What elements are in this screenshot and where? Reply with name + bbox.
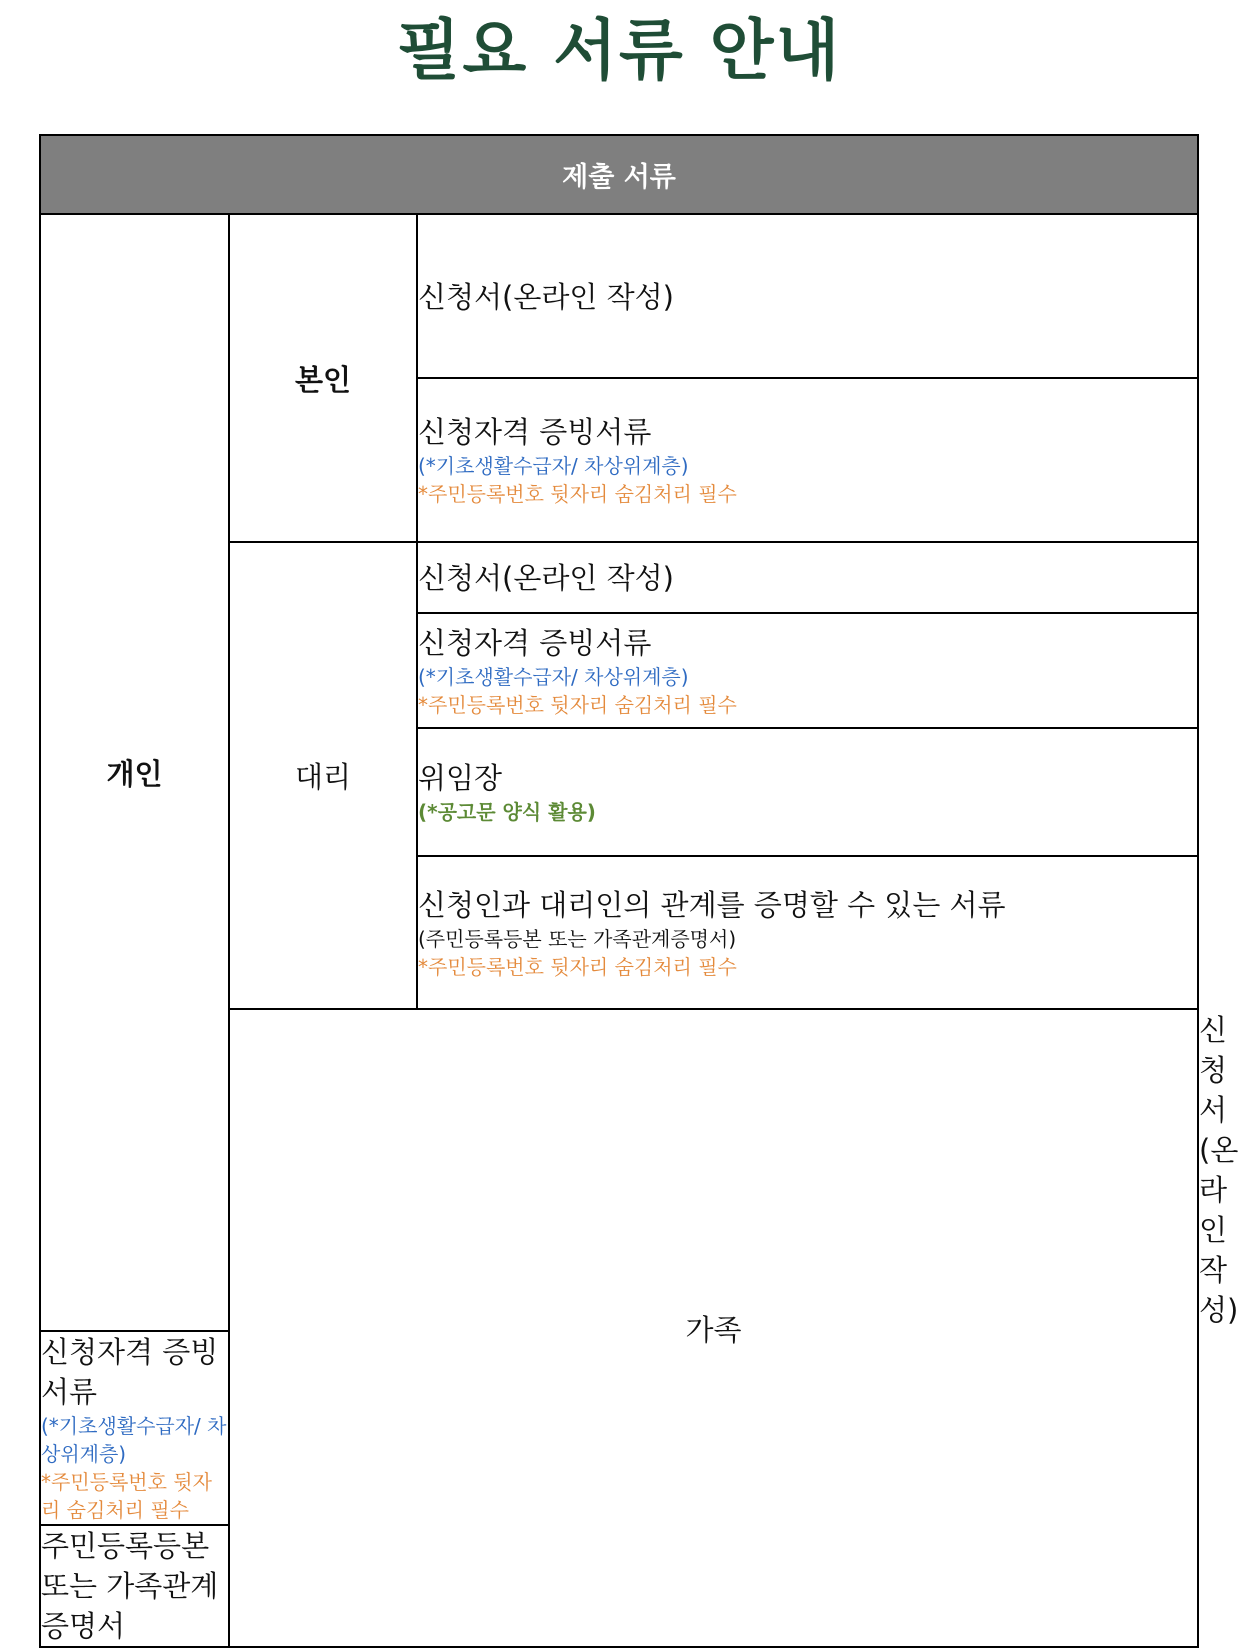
doc-note: (*공고문 양식 활용): [418, 800, 596, 824]
doc-note: (*기초생활수급자/ 차상위계층): [418, 454, 689, 478]
doc-cell: [40, 1525, 229, 1647]
table-header: 제출 서류: [40, 135, 1198, 214]
doc-warning: *주민등록번호 뒷자리 숨김처리 필수: [418, 482, 737, 506]
doc-title: 신청자격 증빙서류: [418, 415, 652, 449]
group-self: 본인: [229, 214, 417, 542]
doc-warning: *주민등록번호 뒷자리 숨김처리 필수: [418, 692, 737, 717]
page-title: 필요 서류 안내: [396, 12, 842, 89]
documents-table: [39, 134, 1238, 1648]
doc-title: 신청자격 증빙서류: [41, 1335, 219, 1409]
doc-warning: *주민등록번호 뒷자리 숨김처리 필수: [41, 1470, 212, 1522]
doc-note: (*기초생활수급자/ 차상위계층): [41, 1414, 227, 1466]
doc-warning: *주민등록번호 뒷자리 숨김처리 필수: [418, 954, 737, 979]
doc-note: (*기초생활수급자/ 차상위계층): [418, 664, 689, 689]
doc-cell: [417, 613, 1198, 728]
group-individual: 개인: [40, 214, 229, 1331]
doc-cell: [417, 378, 1198, 542]
doc-title: 주민등록등본 또는 가족관계증명서: [41, 1529, 219, 1643]
doc-title: 신청서(온라인 작성): [418, 280, 674, 314]
doc-cell: [417, 214, 1198, 378]
doc-cell: [417, 856, 1198, 1009]
doc-title: 신청서(온라인 작성): [418, 560, 674, 595]
group-family: 가족: [229, 1009, 1198, 1647]
doc-cell: [417, 728, 1198, 856]
group-proxy: 대리: [229, 542, 417, 1009]
doc-title: 신청인과 대리인의 관계를 증명할 수 있는 서류: [418, 887, 1006, 922]
table-header-row: [40, 135, 1198, 214]
doc-title: 위임장: [418, 761, 503, 795]
doc-cell: [417, 542, 1198, 613]
table-row: [40, 214, 1198, 378]
doc-note: (주민등록등본 또는 가족관계증명서): [418, 926, 737, 951]
table-row: 가족 신청서(온라인 작성): [40, 1009, 1198, 1331]
doc-title: 신청자격 증빙서류: [418, 625, 652, 660]
doc-cell: [40, 1331, 229, 1525]
